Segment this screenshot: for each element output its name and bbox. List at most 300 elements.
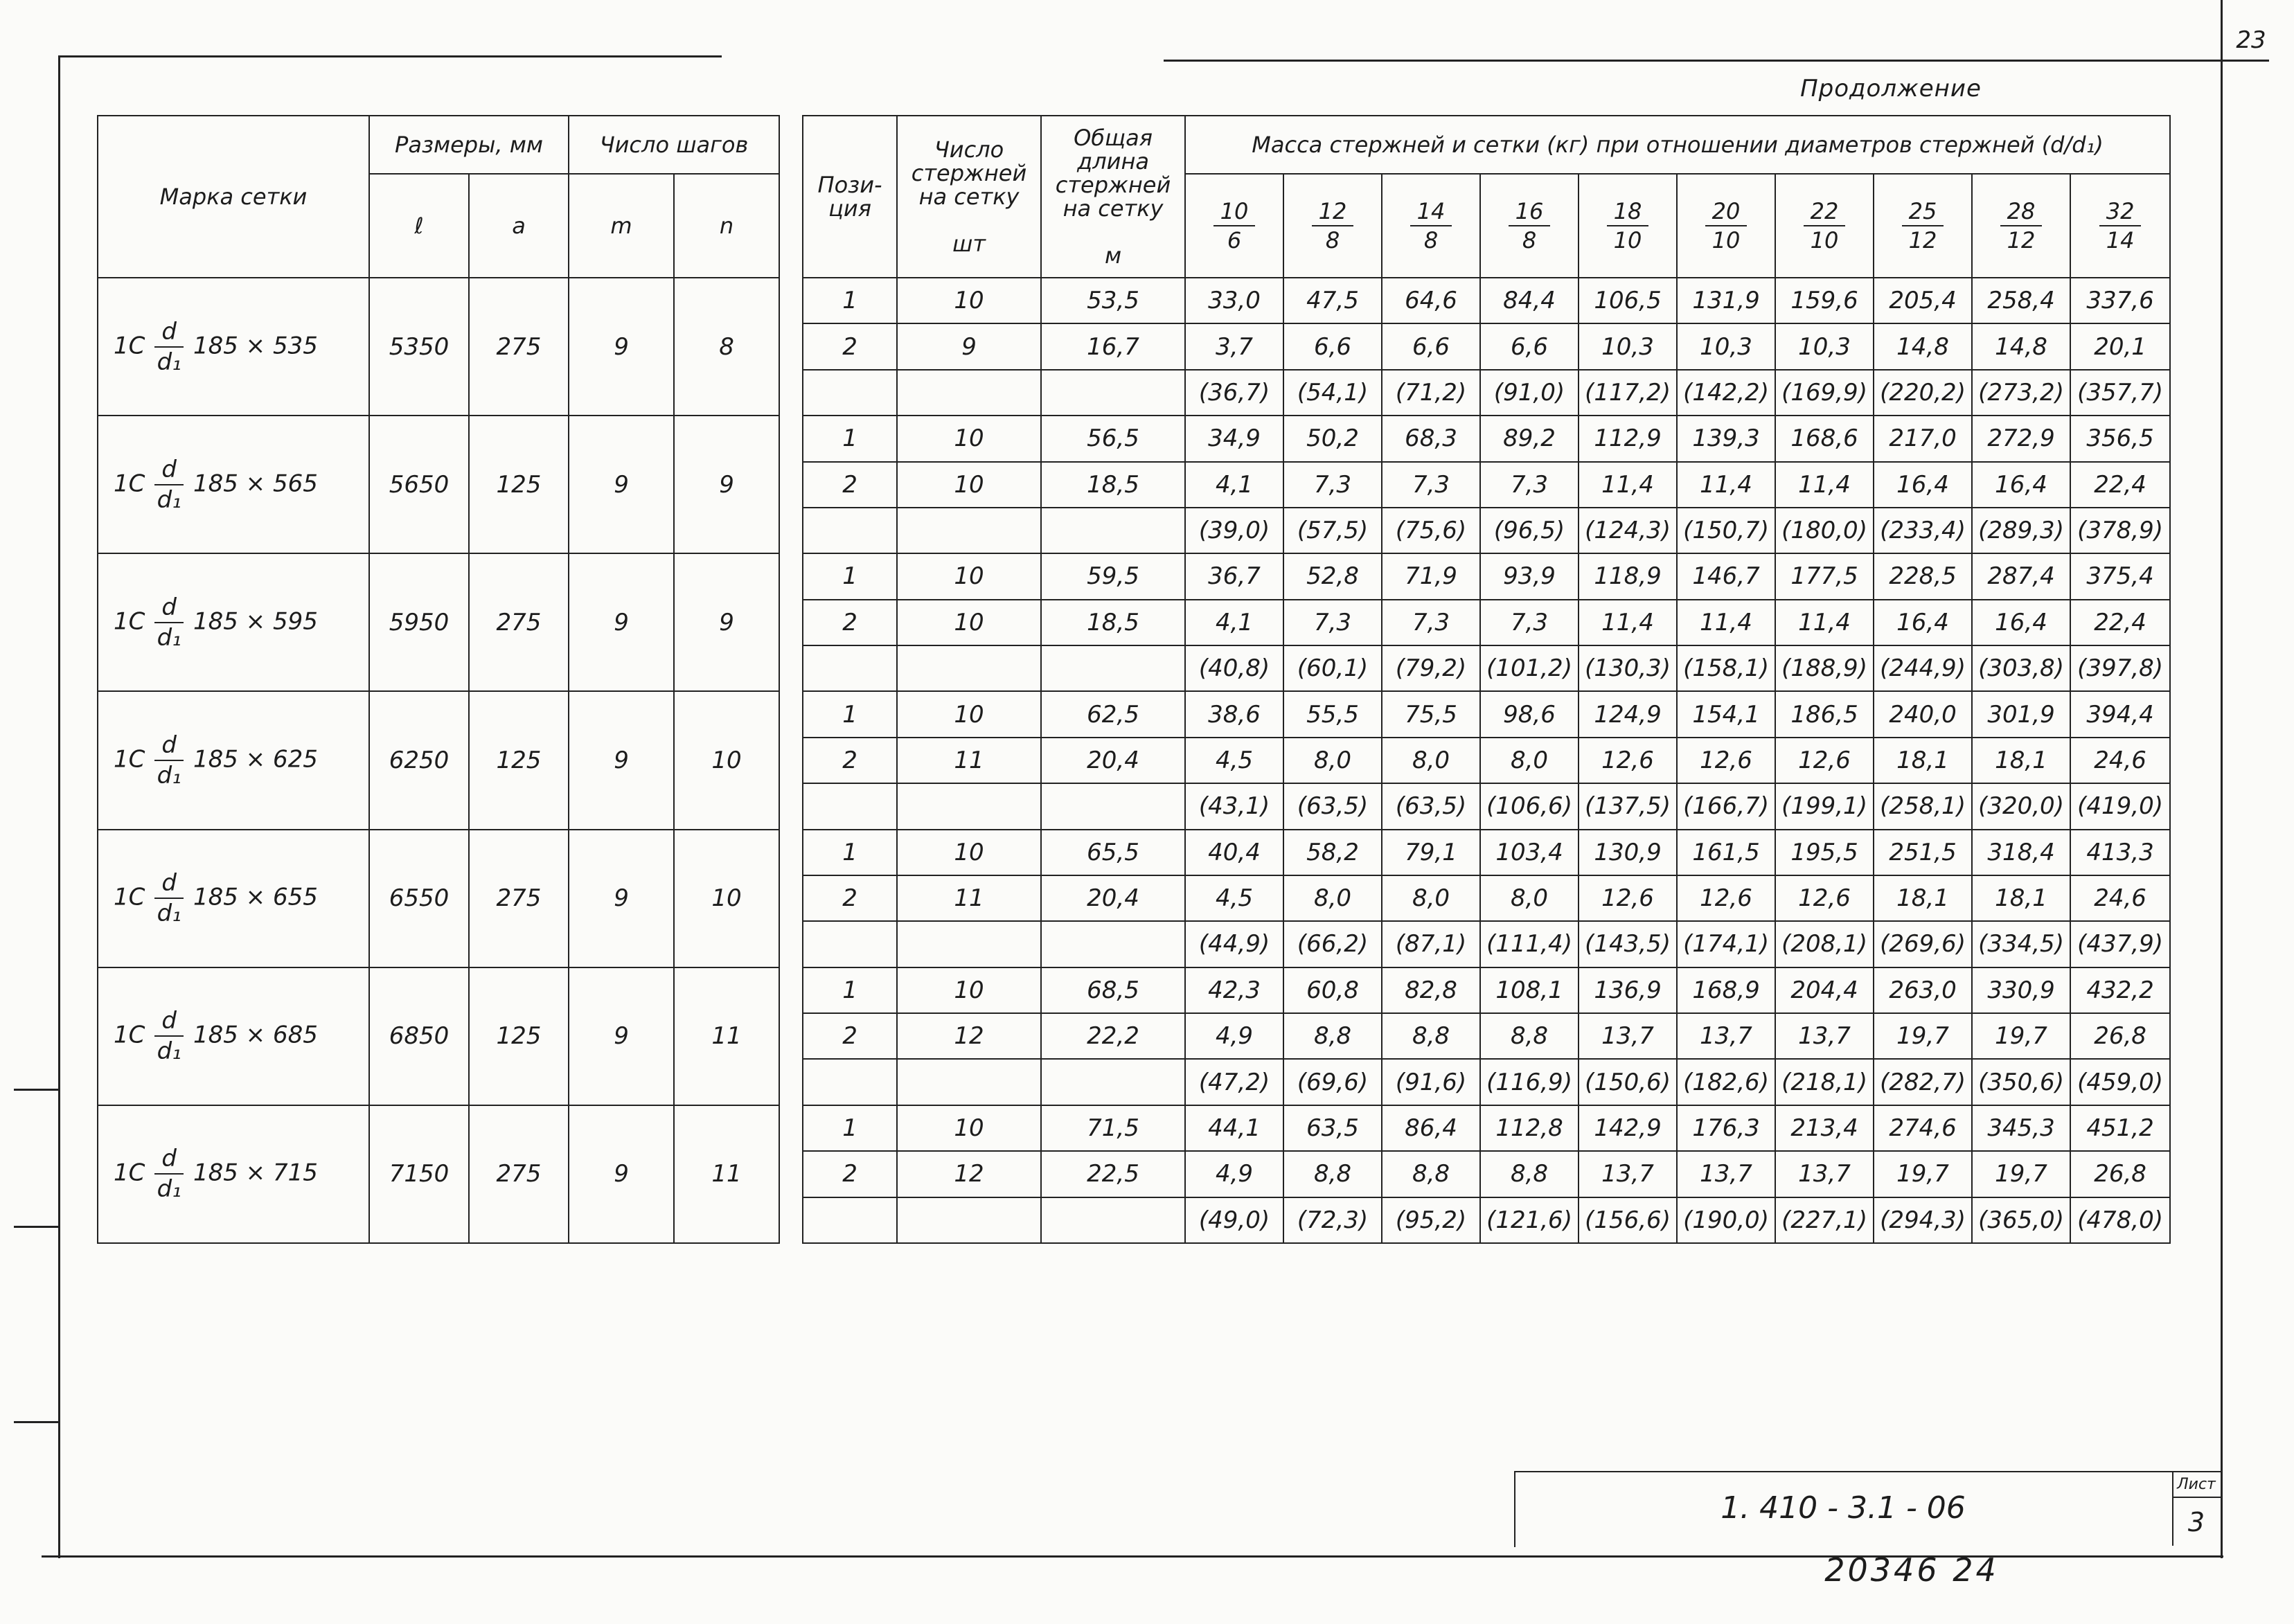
mesh-mark-size: 185 × 535 xyxy=(193,332,318,360)
mass-value-cell: 8,8 xyxy=(1283,1013,1382,1059)
ratio-denominator: 8 xyxy=(1522,227,1537,253)
mass-value-cell: (459,0) xyxy=(2070,1059,2170,1105)
total-length-cell xyxy=(1041,370,1185,416)
mesh-mark-cell xyxy=(98,1105,369,1243)
total-length-unit: м xyxy=(1104,242,1122,269)
mesh-mark-prefix: 1С xyxy=(114,1159,145,1187)
total-length-cell xyxy=(1041,1197,1185,1244)
mass-value-cell: (350,6) xyxy=(1972,1059,2070,1105)
mesh-mark-denominator: d₁ xyxy=(157,900,181,928)
mass-value-cell: 451,2 xyxy=(2070,1105,2170,1151)
mass-value-cell: 12,6 xyxy=(1579,738,1677,783)
mass-value-cell: (124,3) xyxy=(1579,508,1677,553)
mass-value-cell: 79,1 xyxy=(1382,830,1480,875)
mass-value-cell: (96,5) xyxy=(1480,508,1579,553)
mesh-mark-cell xyxy=(98,553,369,691)
total-length-cell: 22,2 xyxy=(1041,1013,1185,1059)
position-cell xyxy=(803,783,897,829)
rods-count-cell: 10 xyxy=(897,600,1041,645)
size-l-cell: 6550 xyxy=(369,830,469,967)
mass-value-cell: (54,1) xyxy=(1283,370,1382,416)
table-row xyxy=(98,553,2170,599)
row-gap xyxy=(779,416,803,553)
continuation-label: Продолжение xyxy=(1800,75,1982,102)
total-length-cell: 65,5 xyxy=(1041,830,1185,875)
steps-m-cell: 9 xyxy=(569,1105,674,1243)
ratio-numerator: 22 xyxy=(1804,200,1846,226)
mass-value-cell: 47,5 xyxy=(1283,278,1382,323)
mass-value-cell: 8,8 xyxy=(1283,1151,1382,1197)
rods-count-cell: 11 xyxy=(897,875,1041,921)
ratio-denominator: 8 xyxy=(1423,227,1439,253)
steps-m-cell: 9 xyxy=(569,553,674,691)
mass-value-cell: (166,7) xyxy=(1677,783,1775,829)
mass-value-cell: (49,0) xyxy=(1185,1197,1283,1244)
mesh-mark-prefix: 1С xyxy=(114,332,145,360)
mass-value-cell: 263,0 xyxy=(1874,967,1972,1013)
mass-value-cell: (233,4) xyxy=(1874,508,1972,553)
frame-left-line xyxy=(58,55,60,1558)
rods-count-cell: 10 xyxy=(897,691,1041,737)
total-length-cell xyxy=(1041,783,1185,829)
mass-value-cell: (218,1) xyxy=(1775,1059,1874,1105)
mass-value-cell: (244,9) xyxy=(1874,645,1972,691)
row-gap xyxy=(779,830,803,967)
mass-value-cell: 18,1 xyxy=(1972,875,2070,921)
ratio-numerator: 25 xyxy=(1902,200,1944,226)
mesh-mark-fraction xyxy=(154,733,184,787)
row-gap xyxy=(779,1105,803,1243)
mesh-mark-size: 185 × 685 xyxy=(193,1021,318,1049)
mesh-mark-fraction xyxy=(154,869,184,928)
mesh-mark-size: 185 × 715 xyxy=(193,1159,318,1187)
position-cell: 2 xyxy=(803,875,897,921)
ratio-header-1 xyxy=(1283,174,1382,278)
mass-value-cell: 60,8 xyxy=(1283,967,1382,1013)
mesh-mark-size: 185 × 655 xyxy=(193,883,318,911)
ratio-fraction xyxy=(2099,200,2142,251)
mass-value-cell: 44,1 xyxy=(1185,1105,1283,1151)
mass-value-cell: 13,7 xyxy=(1775,1013,1874,1059)
rods-count-cell: 10 xyxy=(897,278,1041,323)
mass-value-cell: 136,9 xyxy=(1579,967,1677,1013)
mass-value-cell: (174,1) xyxy=(1677,921,1775,967)
mass-value-cell: 20,1 xyxy=(2070,323,2170,369)
ratio-numerator: 28 xyxy=(2000,200,2043,226)
mass-value-cell: (365,0) xyxy=(1972,1197,2070,1244)
table-row xyxy=(98,1105,2170,1151)
steps-m-cell: 9 xyxy=(569,278,674,416)
mass-value-cell: 130,9 xyxy=(1579,830,1677,875)
mass-value-cell: 186,5 xyxy=(1775,691,1874,737)
mass-value-cell: 22,4 xyxy=(2070,600,2170,645)
rods-count-cell: 11 xyxy=(897,738,1041,783)
mesh-mark-numerator: d xyxy=(154,1009,184,1037)
ratio-fraction xyxy=(1410,200,1452,251)
sheet-number: 3 xyxy=(2187,1507,2205,1537)
mass-value-cell: (87,1) xyxy=(1382,921,1480,967)
steps-n-cell: 11 xyxy=(674,1105,779,1243)
rods-count-cell xyxy=(897,1197,1041,1244)
mass-value-cell: 11,4 xyxy=(1579,462,1677,508)
mass-value-cell: 38,6 xyxy=(1185,691,1283,737)
mass-value-cell: 89,2 xyxy=(1480,416,1579,461)
total-length-cell xyxy=(1041,508,1185,553)
total-length-cell xyxy=(1041,1059,1185,1105)
mass-value-cell: 432,2 xyxy=(2070,967,2170,1013)
ratio-denominator: 8 xyxy=(1325,227,1340,253)
total-length-cell: 16,7 xyxy=(1041,323,1185,369)
position-cell xyxy=(803,370,897,416)
mesh-mark-denominator: d₁ xyxy=(157,623,181,652)
binding-tick-1 xyxy=(14,1089,58,1091)
size-a-header: a xyxy=(469,174,569,278)
rods-count-cell: 12 xyxy=(897,1151,1041,1197)
mass-value-cell: 168,6 xyxy=(1775,416,1874,461)
total-length-cell: 18,5 xyxy=(1041,600,1185,645)
mesh-mark-numerator: d xyxy=(154,1147,184,1175)
mass-value-cell: 42,3 xyxy=(1185,967,1283,1013)
ratio-denominator: 12 xyxy=(2007,227,2036,253)
mass-value-cell: (208,1) xyxy=(1775,921,1874,967)
mesh-mark-denominator: d₁ xyxy=(157,348,181,376)
total-length-cell xyxy=(1041,921,1185,967)
binding-tick-2 xyxy=(14,1226,58,1228)
size-a-cell: 275 xyxy=(469,553,569,691)
mass-value-cell: 18,1 xyxy=(1874,875,1972,921)
mass-value-cell: (158,1) xyxy=(1677,645,1775,691)
mass-value-cell: (334,5) xyxy=(1972,921,2070,967)
mass-value-cell: 3,7 xyxy=(1185,323,1283,369)
mesh-mark-numerator: d xyxy=(154,733,184,761)
position-cell: 2 xyxy=(803,738,897,783)
mass-value-cell: 84,4 xyxy=(1480,278,1579,323)
mesh-mark-numerator: d xyxy=(154,871,184,899)
mass-value-cell: 272,9 xyxy=(1972,416,2070,461)
mass-value-cell: 4,5 xyxy=(1185,738,1283,783)
ratio-header-6 xyxy=(1775,174,1874,278)
rods-count-cell xyxy=(897,645,1041,691)
mass-value-cell: (60,1) xyxy=(1283,645,1382,691)
mass-value-cell: 118,9 xyxy=(1579,553,1677,599)
mass-value-cell: 159,6 xyxy=(1775,278,1874,323)
mass-value-cell: 26,8 xyxy=(2070,1013,2170,1059)
ratio-fraction xyxy=(1312,200,1354,251)
mass-value-cell: (43,1) xyxy=(1185,783,1283,829)
mesh-mark-cell xyxy=(98,691,369,829)
size-l-cell: 5950 xyxy=(369,553,469,691)
mass-value-cell: 8,8 xyxy=(1382,1013,1480,1059)
mesh-mark-numerator: d xyxy=(154,320,184,348)
mesh-mark-prefix: 1С xyxy=(114,745,145,774)
mass-value-cell: (188,9) xyxy=(1775,645,1874,691)
mass-value-cell: 301,9 xyxy=(1972,691,2070,737)
ratio-header-0 xyxy=(1185,174,1283,278)
ratio-denominator: 10 xyxy=(1711,227,1741,253)
mass-value-cell: 19,7 xyxy=(1874,1013,1972,1059)
table-row xyxy=(98,830,2170,875)
steps-m-cell: 9 xyxy=(569,691,674,829)
mass-value-cell: 213,4 xyxy=(1775,1105,1874,1151)
mass-value-cell: 55,5 xyxy=(1283,691,1382,737)
mass-value-cell: 71,9 xyxy=(1382,553,1480,599)
size-a-cell: 125 xyxy=(469,691,569,829)
steps-n-cell: 9 xyxy=(674,416,779,553)
size-a-cell: 275 xyxy=(469,278,569,416)
mass-value-cell: (130,3) xyxy=(1579,645,1677,691)
mass-value-cell: 8,0 xyxy=(1382,738,1480,783)
mass-value-cell: 106,5 xyxy=(1579,278,1677,323)
mass-value-cell: 375,4 xyxy=(2070,553,2170,599)
mass-value-cell: 287,4 xyxy=(1972,553,2070,599)
mass-value-cell: (150,7) xyxy=(1677,508,1775,553)
mass-value-cell: 63,5 xyxy=(1283,1105,1382,1151)
mass-value-cell: 18,1 xyxy=(1972,738,2070,783)
total-length-cell: 62,5 xyxy=(1041,691,1185,737)
mass-value-cell: 195,5 xyxy=(1775,830,1874,875)
ratio-header-2 xyxy=(1382,174,1480,278)
mass-value-cell: 394,4 xyxy=(2070,691,2170,737)
total-length-cell: 71,5 xyxy=(1041,1105,1185,1151)
mass-value-cell: 8,0 xyxy=(1480,738,1579,783)
ratio-denominator: 10 xyxy=(1613,227,1642,253)
position-cell: 2 xyxy=(803,600,897,645)
mass-value-cell: 274,6 xyxy=(1874,1105,1972,1151)
steps-n-cell: 9 xyxy=(674,553,779,691)
mass-value-cell: 112,9 xyxy=(1579,416,1677,461)
mass-value-cell: 356,5 xyxy=(2070,416,2170,461)
mass-value-cell: 161,5 xyxy=(1677,830,1775,875)
mass-value-cell: 12,6 xyxy=(1677,738,1775,783)
ratio-header-9 xyxy=(2070,174,2170,278)
frame-top-right-line xyxy=(1164,60,2265,62)
mass-value-cell: 10,3 xyxy=(1579,323,1677,369)
steps-n-cell: 10 xyxy=(674,691,779,829)
rods-count-cell: 10 xyxy=(897,967,1041,1013)
mass-value-cell: 11,4 xyxy=(1677,462,1775,508)
mass-value-cell: (419,0) xyxy=(2070,783,2170,829)
rods-count-cell: 10 xyxy=(897,462,1041,508)
mass-value-cell: (121,6) xyxy=(1480,1197,1579,1244)
mass-value-cell: (111,4) xyxy=(1480,921,1579,967)
mass-value-cell: 168,9 xyxy=(1677,967,1775,1013)
size-l-cell: 5350 xyxy=(369,278,469,416)
position-cell: 2 xyxy=(803,462,897,508)
mass-value-cell: (137,5) xyxy=(1579,783,1677,829)
mesh-mark-fraction xyxy=(154,1145,184,1204)
ratio-denominator: 14 xyxy=(2106,227,2135,253)
steps-n-cell: 11 xyxy=(674,967,779,1105)
mass-value-cell: 24,6 xyxy=(2070,738,2170,783)
mass-value-cell: (116,9) xyxy=(1480,1059,1579,1105)
steps-m-cell: 9 xyxy=(569,830,674,967)
rods-count-cell: 10 xyxy=(897,830,1041,875)
mass-value-cell: 6,6 xyxy=(1283,323,1382,369)
mass-value-cell: 16,4 xyxy=(1972,600,2070,645)
mass-value-cell: (478,0) xyxy=(2070,1197,2170,1244)
position-cell: 1 xyxy=(803,691,897,737)
mass-value-cell: 413,3 xyxy=(2070,830,2170,875)
mesh-mark-fraction xyxy=(154,1007,184,1066)
mass-value-cell: 139,3 xyxy=(1677,416,1775,461)
frame-top-left-line xyxy=(58,55,722,57)
mass-value-cell: 8,8 xyxy=(1382,1151,1480,1197)
mass-value-cell: 86,4 xyxy=(1382,1105,1480,1151)
rods-count-title: Число стержней на сетку xyxy=(911,136,1027,210)
size-a-cell: 125 xyxy=(469,967,569,1105)
mass-value-cell: 36,7 xyxy=(1185,553,1283,599)
mass-value-cell: (169,9) xyxy=(1775,370,1874,416)
mass-value-cell: (227,1) xyxy=(1775,1197,1874,1244)
archive-number: 20346 24 xyxy=(1824,1551,1999,1589)
mass-value-cell: 16,4 xyxy=(1972,462,2070,508)
total-length-cell: 68,5 xyxy=(1041,967,1185,1013)
ratio-denominator: 12 xyxy=(1908,227,1937,253)
mass-value-cell: 103,4 xyxy=(1480,830,1579,875)
rods-count-unit: шт xyxy=(952,231,986,257)
total-length-cell: 56,5 xyxy=(1041,416,1185,461)
mass-value-cell: (156,6) xyxy=(1579,1197,1677,1244)
mass-value-cell: (294,3) xyxy=(1874,1197,1972,1244)
mass-value-cell: 177,5 xyxy=(1775,553,1874,599)
mass-value-cell: 154,1 xyxy=(1677,691,1775,737)
ratio-header-7 xyxy=(1874,174,1972,278)
mass-value-cell: 108,1 xyxy=(1480,967,1579,1013)
row-gap xyxy=(779,967,803,1105)
mass-value-cell: (182,6) xyxy=(1677,1059,1775,1105)
mass-value-cell: 7,3 xyxy=(1382,600,1480,645)
steps-m-cell: 9 xyxy=(569,967,674,1105)
mass-value-cell: 34,9 xyxy=(1185,416,1283,461)
ratio-header-4 xyxy=(1579,174,1677,278)
position-cell: 2 xyxy=(803,323,897,369)
mass-value-cell: (101,2) xyxy=(1480,645,1579,691)
size-l-cell: 7150 xyxy=(369,1105,469,1243)
ratio-numerator: 10 xyxy=(1213,200,1256,226)
mass-value-cell: 22,4 xyxy=(2070,462,2170,508)
mesh-mark-cell xyxy=(98,967,369,1105)
steps-n-cell: 10 xyxy=(674,830,779,967)
position-cell: 1 xyxy=(803,830,897,875)
mass-value-cell: 52,8 xyxy=(1283,553,1382,599)
mass-value-cell: (397,8) xyxy=(2070,645,2170,691)
ratio-numerator: 32 xyxy=(2099,200,2142,226)
total-length-cell: 22,5 xyxy=(1041,1151,1185,1197)
total-length-cell: 20,4 xyxy=(1041,738,1185,783)
mass-value-cell: 12,6 xyxy=(1775,738,1874,783)
mass-value-cell: (79,2) xyxy=(1382,645,1480,691)
mass-value-cell: (72,3) xyxy=(1283,1197,1382,1244)
ratio-fraction xyxy=(1213,200,1256,251)
document-code: 1. 410 - 3.1 - 06 xyxy=(1720,1490,1966,1526)
mass-value-cell: (273,2) xyxy=(1972,370,2070,416)
mesh-mark-denominator: d₁ xyxy=(157,1175,181,1204)
rods-count-cell: 10 xyxy=(897,1105,1041,1151)
mesh-mark-numerator: d xyxy=(154,596,184,623)
mass-value-cell: 68,3 xyxy=(1382,416,1480,461)
row-gap xyxy=(779,278,803,416)
mass-value-cell: 7,3 xyxy=(1283,600,1382,645)
mass-value-cell: 124,9 xyxy=(1579,691,1677,737)
mass-value-cell: 40,4 xyxy=(1185,830,1283,875)
mass-value-cell: 11,4 xyxy=(1579,600,1677,645)
mark-header: Марка сетки xyxy=(98,116,369,278)
rods-count-cell: 10 xyxy=(897,416,1041,461)
mass-value-cell: 19,7 xyxy=(1874,1151,1972,1197)
mass-value-cell: (71,2) xyxy=(1382,370,1480,416)
ratio-denominator: 6 xyxy=(1227,227,1242,253)
mass-value-cell: (36,7) xyxy=(1185,370,1283,416)
mass-value-cell: (143,5) xyxy=(1579,921,1677,967)
rods-count-header xyxy=(897,116,1041,278)
ratio-fraction xyxy=(1902,200,1944,251)
mass-value-cell: 12,6 xyxy=(1579,875,1677,921)
mass-value-cell: 12,6 xyxy=(1775,875,1874,921)
rods-count-cell xyxy=(897,370,1041,416)
mass-value-cell: 8,0 xyxy=(1283,875,1382,921)
mass-value-cell: 204,4 xyxy=(1775,967,1874,1013)
mass-value-cell: 228,5 xyxy=(1874,553,1972,599)
mass-value-cell: 24,6 xyxy=(2070,875,2170,921)
mass-value-cell: 205,4 xyxy=(1874,278,1972,323)
mass-value-cell: (91,6) xyxy=(1382,1059,1480,1105)
mass-value-cell: 16,4 xyxy=(1874,600,1972,645)
mesh-mark-numerator: d xyxy=(154,458,184,485)
mass-value-cell: 82,8 xyxy=(1382,967,1480,1013)
mass-value-cell: (75,6) xyxy=(1382,508,1480,553)
position-cell xyxy=(803,1197,897,1244)
mass-value-cell: 13,7 xyxy=(1677,1013,1775,1059)
mass-value-cell: 4,1 xyxy=(1185,600,1283,645)
ratio-header-3 xyxy=(1480,174,1579,278)
mass-value-cell: 10,3 xyxy=(1775,323,1874,369)
ratio-fraction xyxy=(1607,200,1649,251)
size-a-cell: 275 xyxy=(469,1105,569,1243)
mass-value-cell: 4,9 xyxy=(1185,1013,1283,1059)
mass-value-cell: 131,9 xyxy=(1677,278,1775,323)
ratio-header-5 xyxy=(1677,174,1775,278)
mass-value-cell: 26,8 xyxy=(2070,1151,2170,1197)
sheet-label: Лист xyxy=(2172,1473,2221,1498)
mesh-mark-denominator: d₁ xyxy=(157,485,181,514)
mass-value-cell: 7,3 xyxy=(1480,462,1579,508)
mass-value-cell: (303,8) xyxy=(1972,645,2070,691)
steps-m-header: m xyxy=(569,174,674,278)
mass-value-cell: (258,1) xyxy=(1874,783,1972,829)
position-cell xyxy=(803,508,897,553)
size-l-cell: 6250 xyxy=(369,691,469,829)
steps-n-cell: 8 xyxy=(674,278,779,416)
mass-value-cell: 19,7 xyxy=(1972,1013,2070,1059)
position-header: Пози- ция xyxy=(803,116,897,278)
mass-value-cell: (91,0) xyxy=(1480,370,1579,416)
mass-value-cell: 11,4 xyxy=(1677,600,1775,645)
ratio-numerator: 12 xyxy=(1312,200,1354,226)
mesh-mark-cell xyxy=(98,278,369,416)
ratio-fraction xyxy=(1705,200,1748,251)
mass-value-cell: (357,7) xyxy=(2070,370,2170,416)
rods-count-cell xyxy=(897,783,1041,829)
mass-value-cell: 6,6 xyxy=(1480,323,1579,369)
mass-value-cell: 4,9 xyxy=(1185,1151,1283,1197)
mesh-mark-fraction xyxy=(154,593,184,652)
mass-value-cell: 13,7 xyxy=(1775,1151,1874,1197)
steps-m-cell: 9 xyxy=(569,416,674,553)
mass-value-cell: (190,0) xyxy=(1677,1197,1775,1244)
mesh-mark-prefix: 1С xyxy=(114,470,145,498)
table-row xyxy=(98,691,2170,737)
mass-value-cell: (150,6) xyxy=(1579,1059,1677,1105)
